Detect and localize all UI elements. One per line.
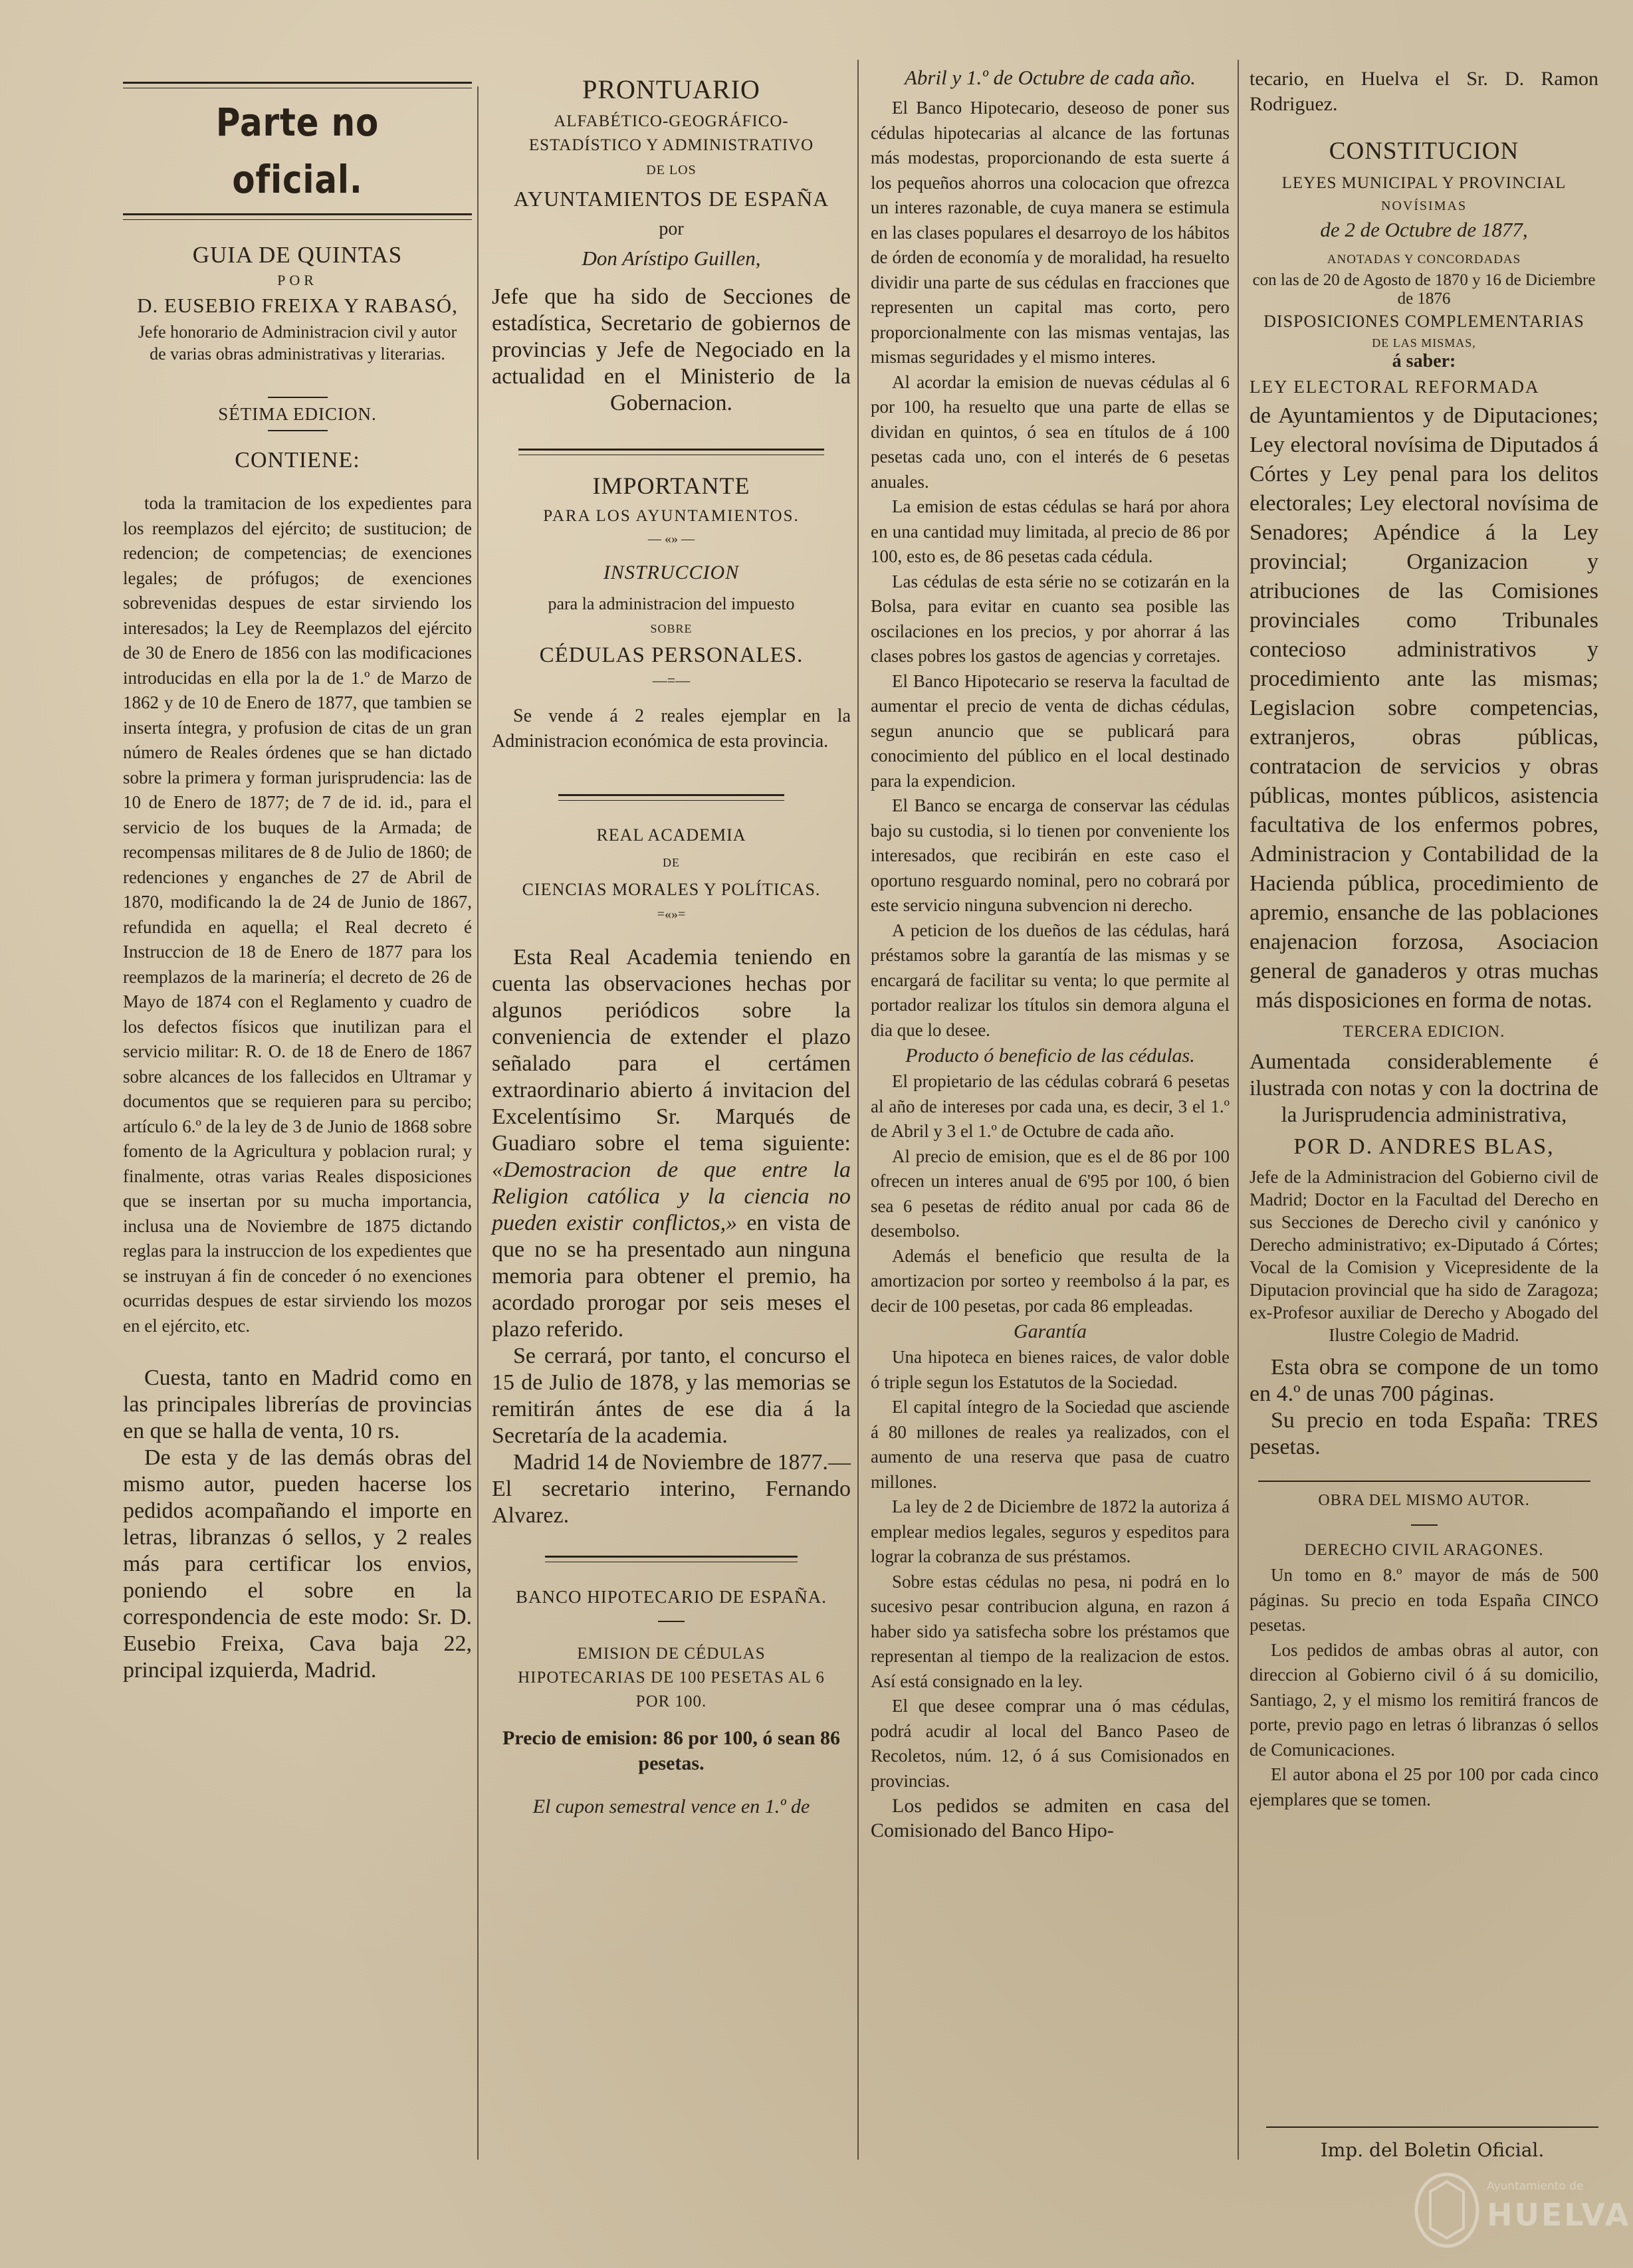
divider-rule [518,449,824,455]
prontuario-title: PRONTUARIO [582,74,760,104]
top-rule [123,82,472,88]
contents-list: de Ayuntamientos y de Diputaciones; Ley electoral novísima de Diputados á Córtes y Ley penal para los delitos electorales; Ley electoral novísima de Senadores; Apéndice á la Ley provincial; Organizacion y atribuciones de las Comisiones provinciales como Tribunales contecioso administrativos y procedimiento ante las mismas; Legislacion sobre competencias, extranjeros, obras públicas, contratacion de servicios y obras públicas, montes públicos, asistencia facultativa de los enfermos pobres, Administracion y Contabilidad de la Hacienda pública, procedimiento de apremio, ensanche de las poblaciones enajenacion forzosa, Asociacion general de ganaderos y otras muchas más disposiciones en forma de notas. [1250,403,1598,1013]
paragraph: Un tomo en 8.º mayor de más de 500 páginas. Su precio en toda España CINCO pesetas. [1250,1565,1598,1635]
por-label: POR [277,272,318,288]
paragraph: El Banco Hipotecario, deseoso de poner sus cédulas hipotecarias al alcance de las fortunas más modestas, proporcionando de esta suerte á los pequeños ahorros una colocacion que ofrezca un interes razonable, de cuya manera se estimula en las clases populares el desarroyo de los hábitos de órden de economía y de moralidad, ha resuelto dividir una parte de sus cédulas en fracciones que representen un capital mas corto, pero proporcionalmente con las mismas ventajas, las mismas seguridades y el mismo interes. [871,98,1230,367]
paragraph: Los pedidos de ambas obras al autor, con direccion al Gobierno civil ó á su domicilio, Santiago, 2, y el mismo los remitirá francos de porte, previo pago en letras ó libranzas ó sellos de Comunicaciones. [1250,1639,1598,1760]
paragraph: El Banco Hipotecario se reserva la facultad de aumentar el precio de venta de dichas cédulas, segun anuncio que se publicará para conocimiento del público en el local destinado para la expendicion. [871,670,1230,791]
paragraph: Los pedidos se admiten en casa del Comisionado del Banco Hipo- [871,1795,1230,1841]
column-divider [477,86,479,2160]
imprenta-text: Imp. del Boletin Oficial. [1320,2139,1545,2161]
paragraph: El que desee comprar una ó mas cédulas, podrá acudir al local del Banco Paseo de Recoletos, núm. 12, ó á sus Comisionados en provincias. [871,1696,1230,1791]
column-2 [492,63,851,1821]
academia-signature: Madrid 14 de Noviembre de 1877.—El secretario interino, Fernando Alvarez. [492,1450,851,1528]
contents-text: toda la tramitacion de los expedientes para los reemplazos del ejército; de sustitucion; de redencion; de competencias; de exenciones legales; de prófugos; de exenciones sobrevenidas despues de estar sirviendo los interesados; la Ley de Reemplazos del ejército de 30 de Enero de 1856 con las modificaciones introducidas en ella por la de 1.º de Marzo de 1862 y de 10 de Enero de 1877, que tambien se inserta íntegra, y profusion de citas de un gran número de Reales órdenes que se han dictado sobre la primera y forman jurisprudencia: las de 10 de Enero de 1877; de 7 de id. id., para el servicio de los buques de la Armada; de recompensas militares de 8 de Julio de 1860; de redenciones y enganches de 27 de Abril de 1870, modificando la de 24 de Junio de 1867, refundida en aquella; el Real decreto é Instruccion de 18 de Enero de 1877 para los reemplazos de la marinería; el decreto de 26 de Mayo de 1874 con el Reglamento y cuadro de los defectos físicos que inutilizan para el servicio militar: R. O. de 18 de Enero de 1867 sobre alcances de los fallecidos en Ultramar y documentos que se requieren para su percibo; artículo 6.º de la ley de 3 de Junio de 1868 sobre fomento de la Agricultura y poblacion rural; y finalmente, otras varias Reales disposiciones que se insertan por su mucha importancia, inclusa una de Noviembre de 1875 dictando reglas para la instruccion de los expedientes que se instruyan á fin de conceder ó no exenciones ocurridas despues de estar sirviendo los mozos en el ejército, etc. [123,493,472,1336]
paragraph: Además el beneficio que resulta de la amortizacion por sorteo y reembolso á la par, es decir de 100 pesetas, por cada 86 empleadas. [871,1245,1230,1316]
author-description: Jefe que ha sido de Secciones de estadística, Secretario de gobiernos de provincias y Jefe de Negociado en la actualidad en el Ministerio de la Gobernacion. [492,284,851,415]
banco-title: BANCO HIPOTECARIO DE ESPAÑA. [515,1587,827,1607]
column-4 [1250,66,1598,1812]
contiene-heading: CONTIENE: [235,448,360,472]
divider-rule [545,1556,798,1562]
disposiciones-title: DISPOSICIONES COMPLEMENTARIAS [1263,312,1584,331]
academia-theme: «Demostracion de que entre la Religion católica y la ciencia no pueden existir conflictos,» [492,1158,851,1235]
ornament: — «» — [648,532,695,546]
archive-watermark [1394,2165,1631,2251]
short-rule [658,1621,685,1622]
prontuario-subtitle: ALFABÉTICO-GEOGRÁFICO-ESTADÍSTICO Y ADMINISTRATIVO [528,112,814,154]
section-rule [123,213,472,220]
book-title: GUIA DE QUINTAS [192,242,403,268]
academia-close: Se cerrará, por tanto, el concurso el 15 de Julio de 1878, y las memorias se remitirán ántes de ese dia á la Secretaría de la academia. [492,1344,851,1448]
para-ayuntamientos: PARA LOS AYUNTAMIENTOS. [543,507,800,525]
importante-title: IMPORTANTE [592,472,750,499]
paragraph: La ley de 2 de Diciembre de 1872 la autoriza á emplear medios legales, seguros y espeditos para lograr la cobranza de sus préstamos. [871,1496,1230,1566]
paragraph: A peticion de los dueños de las cédulas, hará préstamos sobre la garantía de las mismas y se encargará de facilitar su venta; lo que permite al portador realizar los títulos sin demora alguna el dia que lo desee. [871,920,1230,1040]
continuation-text: tecario, en Huelva el Sr. D. Ramon Rodriguez. [1250,68,1598,115]
novisimas-label: NOVÍSIMAS [1380,199,1468,213]
ayuntamientos-title: AYUNTAMIENTOS DE ESPAÑA [513,187,829,211]
paragraph: Al precio de emision, que es el de 86 por 100 ofrecen un interes anual de 6'95 por 100, ó bien sea 6 pesetas de rédito anual por cada 86 de desembolso. [871,1146,1230,1241]
paragraph: Las cédulas de esta série no se cotizarán en la Bolsa, para evitar en cuanto sea posible las oscilaciones en los precios, y por ahorrar á las clases pobres los gastos de agencias y corretajes. [871,571,1230,666]
derecho-title: DERECHO CIVIL ARAGONES. [1304,1541,1544,1559]
a-saber: á saber: [1392,351,1456,371]
edition-label: SÉTIMA EDICION. [218,404,377,424]
paragraph: El propietario de las cédulas cobrará 6 pesetas al año de intereses por cada una, es decir, 3 el 1.º de Abril y 3 el 1.º de Octubre de cada año. [871,1071,1230,1141]
short-rule [268,430,328,431]
author-line: POR D. ANDRES BLAS, [1293,1134,1555,1159]
precio-text: Su precio en toda España: TRES pesetas. [1250,1408,1598,1459]
academia-text [492,944,851,1343]
leyes-line: con las de 20 de Agosto de 1870 y 16 de Diciembre de 1876 [1252,271,1596,308]
producto-heading: Producto ó beneficio de las cédulas. [905,1045,1195,1067]
de-las-mismas: DE LAS MISMAS, [1372,336,1476,350]
precio-emision: Precio de emision: 86 por 100, ó sean 86 pesetas. [502,1727,841,1774]
column-3 [871,66,1230,1843]
imprenta-footer [1259,2126,1605,2164]
divider-rule [558,794,784,801]
sale-text: Se vende á 2 reales ejemplar en la Administracion económica de esta provincia. [492,706,851,752]
orders-text: De esta y de las demás obras del mismo autor, pueden hacerse los pedidos acompañando el importe en letras, libranzas ó sellos, y 2 reales más para certificar los envios, poniendo el sobre en la correspondencia de este modo: Sr. D. Eusebio Freixa, Cava baja 22, principal izquierda, Madrid. [123,1445,472,1683]
academia-subtitle: CIENCIAS MORALES Y POLÍTICAS. [522,880,821,899]
author-description: Jefe honorario de Administracion civil y autor de varias obras administrativas y literarias. [138,322,457,363]
cupon-text: El cupon semestral vence en 1.º de [532,1796,810,1817]
leyes-subtitle: LEYES MUNICIPAL Y PROVINCIAL [1281,174,1567,192]
paragraph: El capital íntegro de la Sociedad que asciende á 80 millones de reales ya realizados, con el aumento de una reserva que pasa de cuatro millones. [871,1397,1230,1492]
paragraph: Sobre estas cédulas no pesa, ni podrá en lo sucesivo pesar contribucion alguna, en razon á haber sido ya satisfecha sobre los préstamos que representan al tiempo de la realizacion de estos. Así está consignado en la ley. [871,1571,1230,1691]
paragraph: El autor abona el 25 por 100 por cada cinco ejemplares que se tomen. [1250,1764,1598,1809]
academia-title: REAL ACADEMIA [596,825,746,845]
section-title: Parte no oficial. [215,100,380,202]
short-rule [1411,1524,1438,1526]
column-divider [857,60,859,2160]
paragraph: El Banco se encarga de conservar las cédulas bajo su custodia, si lo tienen por conveniente los interesados, que recibirán en este caso el oportuno resguardo nominal, pero no cobrará por este servicio ninguna subvencion ni derecho. [871,795,1230,915]
author-name: Don Arístipo Guillen, [582,247,761,270]
date-line: de 2 de Octubre de 1877, [1320,218,1528,241]
garantia-heading: Garantía [1013,1320,1087,1342]
ornament: —=— [652,672,691,688]
emision-title: EMISION DE CÉDULAS HIPOTECARIAS DE 100 PESETAS AL 6 POR 100. [518,1645,825,1710]
de-los-label: DE LOS [646,163,697,177]
instruccion-title: INSTRUCCION [603,562,740,583]
ornament: =«»= [657,907,686,922]
academia-text-b: en vista de que no se ha presentado aun ninguna memoria para obtener el premio, ha acordado prorogar por seis meses el plazo referido. [492,1211,851,1342]
ley-electoral-heading: LEY ELECTORAL REFORMADA [1250,377,1540,397]
sobre-label: SOBRE [650,622,693,635]
author-description: Jefe de la Administracion del Gobierno civil de Madrid; Doctor en la Facultad del Derecho en sus Secciones de Derecho civil y canónico y Derecho administrativo; ex-Diputado á Córtes; Vocal de la Comision y Vicepresidente de la Diputacion provincial que ha sido de Zaragoza; ex-Profesor auxiliar de Derecho y Abogado del Ilustre Colegio de Madrid. [1250,1167,1598,1345]
paragraph: Una hipoteca en bienes raices, de valor doble ó triple segun los Estatutos de la Sociedad. [871,1347,1230,1392]
price-text: Cuesta, tanto en Madrid como en las principales librerías de provincias en que se halla de venta, 10 rs. [123,1366,472,1443]
author-name: D. EUSEBIO FREIXA Y RABASÓ, [137,294,458,317]
column-1 [123,63,472,1684]
paragraph: Al acordar la emision de nuevas cédulas al 6 por 100, ha resuelto que una parte de ellas se dividan en quintos, ó sea en títulos de á 100 pesetas cada uno, con el interés de 6 pesetas anuales. [871,371,1230,492]
aumentada-text: Aumentada considerablemente é ilustrada con notas y con la doctrina de la Jurisprudencia administrativa, [1250,1050,1598,1127]
por-label: por [659,219,684,239]
academia-de: DE [663,856,680,869]
watermark-line1: Ayuntamiento de [1487,2180,1584,2193]
watermark-line2: HUELVA [1487,2197,1631,2233]
obra-mismo-autor: OBRA DEL MISMO AUTOR. [1318,1492,1530,1509]
col3-heading: Abril y 1.º de Octubre de cada año. [904,66,1196,89]
short-rule [268,397,328,398]
constitucion-title: CONSTITUCION [1329,138,1519,165]
instruccion-desc: para la administracion del impuesto [548,594,795,613]
cedulas-title: CÉDULAS PERSONALES. [539,643,804,667]
paragraph: La emision de estas cédulas se hará por ahora en una cantidad muy limitada, al precio de 86 por 100, esto es, de 86 pesetas cada cédula. [871,496,1230,566]
anotadas-label: ANOTADAS Y CONCORDADAS [1327,253,1521,266]
tercera-edicion: TERCERA EDICION. [1343,1023,1505,1041]
tomo-text: Esta obra se compone de un tomo en 4.º de unas 700 páginas. [1250,1355,1598,1406]
academia-text-a: Esta Real Academia teniendo en cuenta las observaciones hechas por algunos periódicos sobre la conveniencia de extender el plazo señalado para el certámen extraordinario abierto á invitacion del Excelentísimo Sr. Marqués de Guadiaro sobre el tema siguiente: [492,945,851,1156]
column-divider [1238,60,1239,2160]
footer-rule [1266,2126,1598,2128]
short-rule [1258,1481,1590,1482]
